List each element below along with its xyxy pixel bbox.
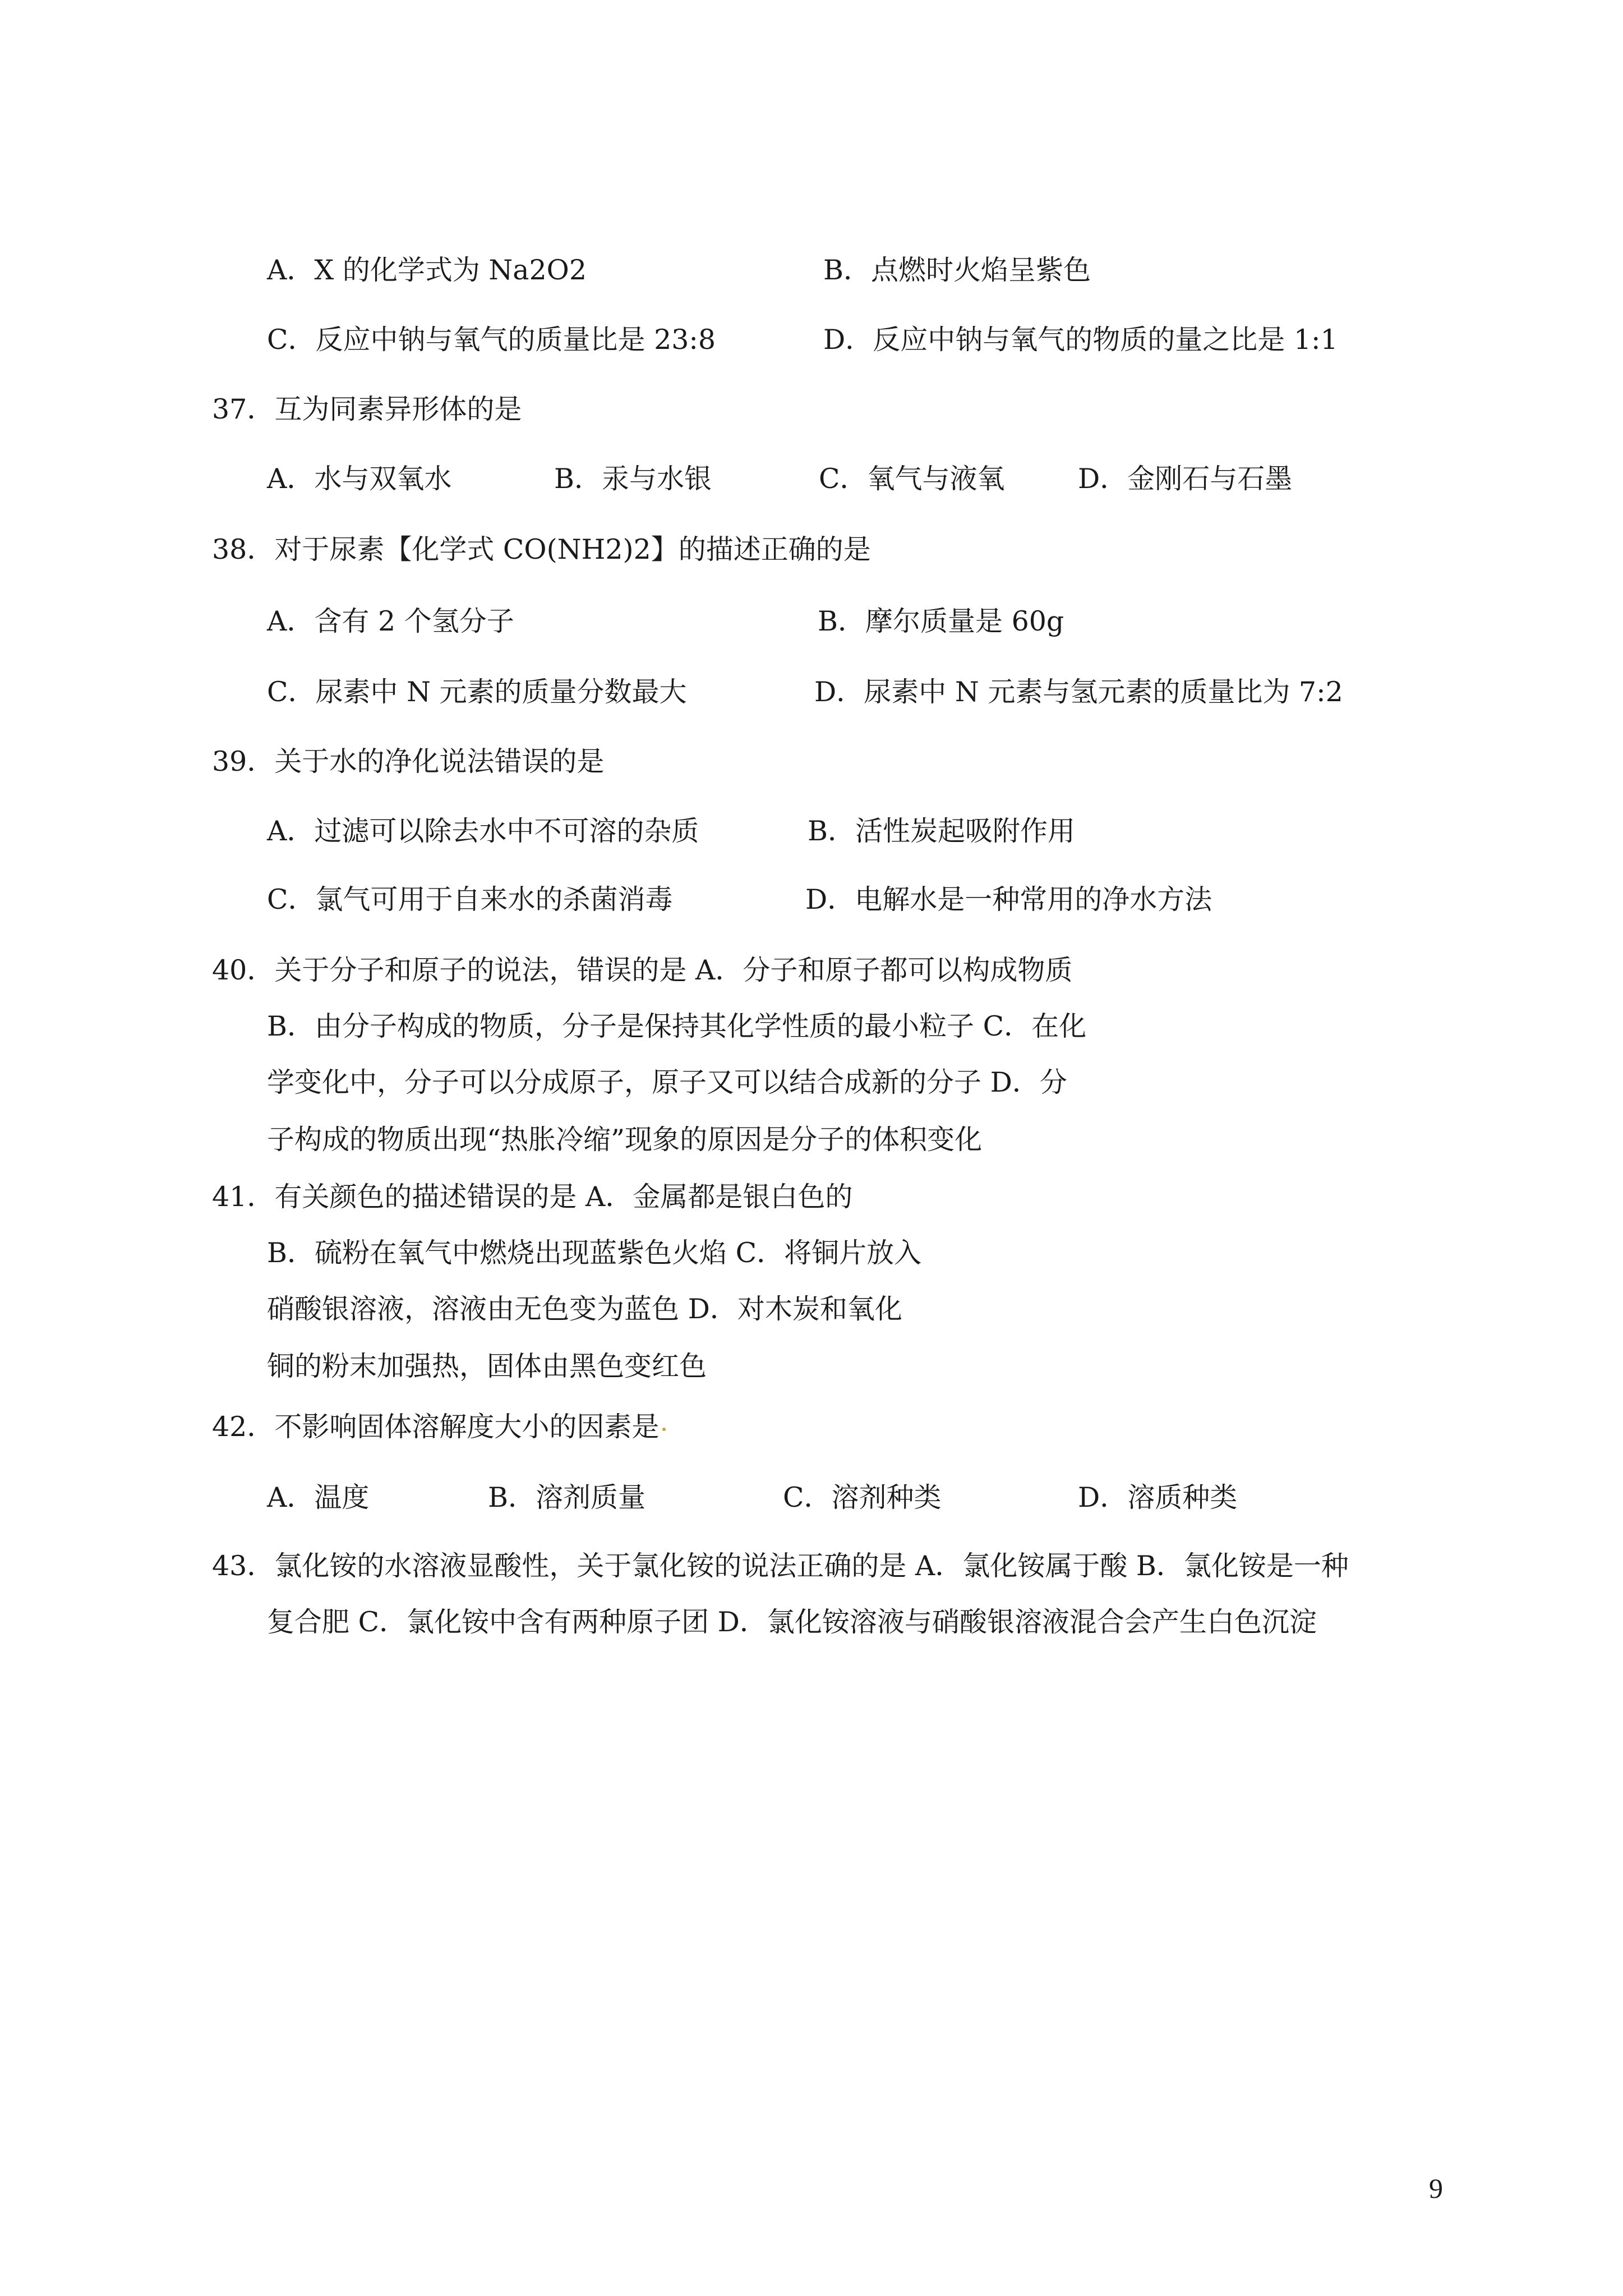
q39-stem: 39．关于水的净化说法错误的是 [212,746,605,777]
q42-stem [212,1410,666,1444]
q38-option-a: A．含有 2 个氢分子 [267,605,514,637]
q37-option-b: B．汞与水银 [554,463,712,495]
q38-option-d: D．尿素中 N 元素与氢元素的质量比为 7:2 [814,676,1343,708]
q38-stem: 38．对于尿素【化学式 CO(NH2)2】的描述正确的是 [212,533,871,565]
q42-option-d: D．溶质种类 [1078,1481,1238,1513]
q36-option-d: D．反应中钠与氧气的物质的量之比是 1:1 [823,324,1338,356]
q39-option-d: D．电解水是一种常用的净水方法 [805,884,1212,915]
q41-line-2: B．硫粉在氧气中燃烧出现蓝紫色火焰 C．将铜片放入 [267,1237,922,1269]
q40-line-3: 学变化中，分子可以分成原子，原子又可以结合成新的分子 D．分 [267,1066,1067,1098]
page-number: 9 [1429,2173,1443,2204]
q39-option-a: A．过滤可以除去水中不可溶的杂质 [267,815,699,847]
q41-line-1: 41．有关颜色的描述错误的是 A．金属都是银白色的 [212,1181,853,1213]
q37-stem: 37．互为同素异形体的是 [212,393,522,425]
q39-option-c: C．氯气可用于自来水的杀菌消毒 [267,884,673,915]
q40-line-2: B．由分子构成的物质，分子是保持其化学性质的最小粒子 C．在化 [267,1010,1087,1042]
q36-option-b: B．点燃时火焰呈紫色 [823,254,1091,286]
q38-option-c: C．尿素中 N 元素的质量分数最大 [267,676,687,708]
q37-option-d: D．金刚石与石墨 [1078,463,1293,495]
q43-line-2: 复合肥 C．氯化铵中含有两种原子团 D．氯化铵溶液与硝酸银溶液混合会产生白色沉淀 [267,1606,1317,1638]
q42-option-b: B．溶剂质量 [488,1481,646,1513]
q42-stem-text: 42．不影响固体溶解度大小的因素是 [212,1411,660,1443]
q39-option-b: B．活性炭起吸附作用 [808,815,1076,847]
q37-option-a: A．水与双氧水 [267,463,452,495]
q43-line-1: 43．氯化铵的水溶液显酸性，关于氯化铵的说法正确的是 A．氯化铵属于酸 B．氯化铵是一种 [212,1550,1349,1582]
q36-option-c: C．反应中钠与氧气的质量比是 23:8 [267,324,716,356]
q42-option-c: C．溶剂种类 [783,1481,942,1513]
q40-line-1: 40．关于分子和原子的说法，错误的是 A．分子和原子都可以构成物质 [212,954,1073,986]
ink-dot [662,1428,666,1431]
q41-line-3: 硝酸银溶液，溶液由无色变为蓝色 D．对木炭和氧化 [267,1293,902,1325]
q40-line-4: 子构成的物质出现“热胀冷缩”现象的原因是分子的体积变化 [267,1124,983,1156]
q37-option-c: C．氧气与液氧 [819,463,1005,495]
q42-option-a: A．温度 [267,1481,370,1513]
q36-option-a: A．X 的化学式为 Na2O2 [267,254,587,286]
q38-option-b: B．摩尔质量是 60g [818,605,1064,637]
q41-line-4: 铜的粉末加强热，固体由黑色变红色 [267,1350,707,1382]
